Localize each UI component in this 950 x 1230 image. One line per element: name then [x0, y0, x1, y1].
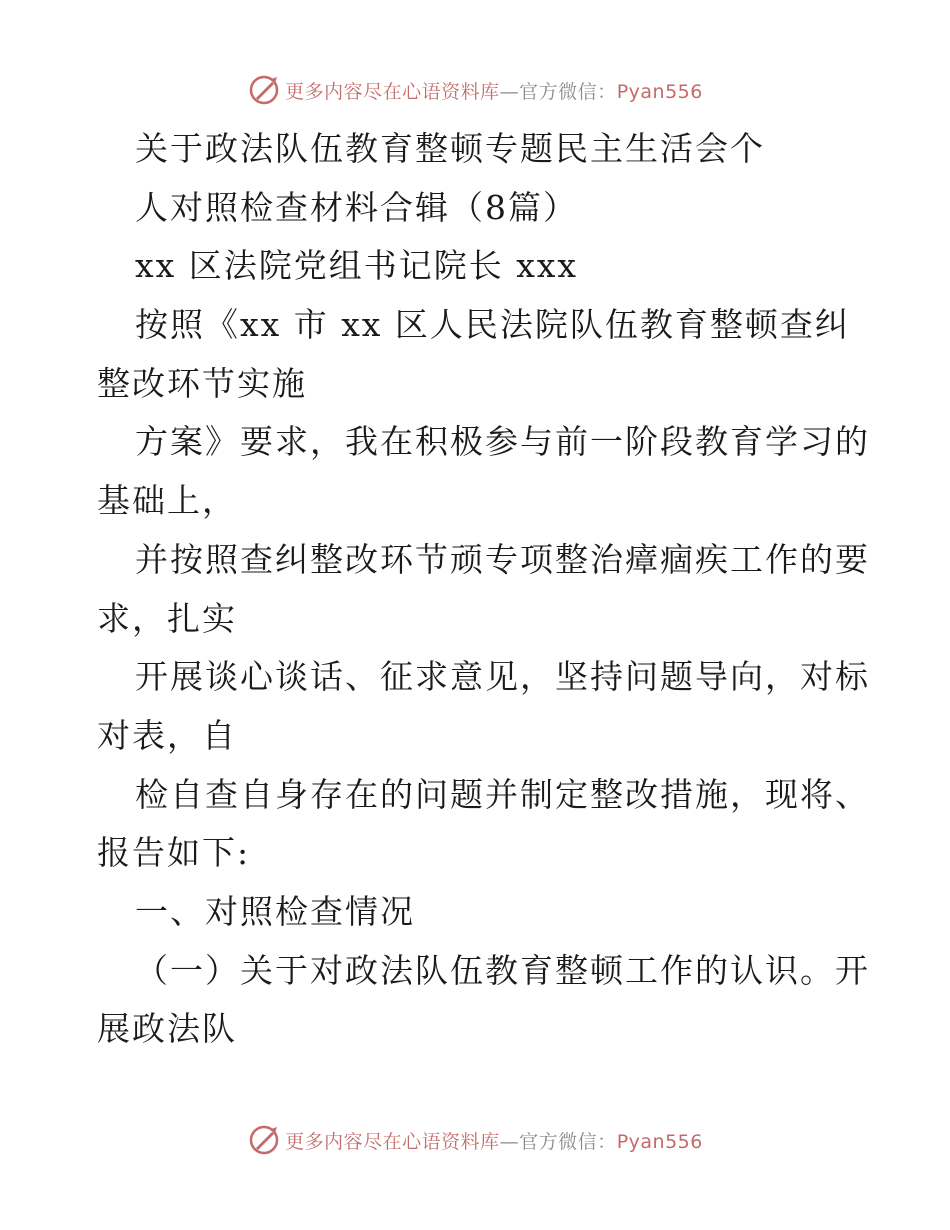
banner-wechat-id: Pyan556 — [616, 1130, 703, 1153]
title-line-2: 人对照检查材料合辑（8篇） — [135, 187, 578, 227]
banner-main-text: 更多内容尽在心语资料库 — [285, 80, 500, 103]
paragraph-line: 展政法队 — [97, 1009, 237, 1049]
subsection-heading: （一）关于对政法队伍教育整顿工作的认识。开 — [135, 950, 870, 990]
banner-text — [285, 1127, 703, 1154]
paragraph-line: 整改环节实施 — [97, 363, 307, 403]
document-body — [97, 120, 870, 1059]
paragraph-line: 对表，自 — [97, 715, 237, 755]
paragraph-line: 按照《xx 市 xx 区人民法院队伍教育整顿查纠 — [135, 305, 850, 345]
banner-official-label: 官方微信： — [519, 80, 617, 103]
paragraph-line: 求，扎实 — [97, 598, 237, 638]
banner-text — [285, 77, 703, 104]
banner-wechat-id: Pyan556 — [616, 80, 703, 103]
paragraph-line: 并按照查纠整改环节顽专项整治瘴痼疾工作的要 — [135, 539, 870, 579]
banner-dash: — — [499, 1130, 520, 1153]
section-heading: 一、对照检查情况 — [135, 891, 415, 931]
paragraph-line: 基础上， — [97, 481, 237, 521]
banner-dash: — — [499, 80, 520, 103]
banner-main-text: 更多内容尽在心语资料库 — [285, 1130, 500, 1153]
quill-pen-icon — [247, 1123, 281, 1157]
paragraph-line: 报告如下: — [97, 833, 251, 873]
paragraph-line: 方案》要求，我在积极参与前一阶段教育学习的 — [135, 422, 870, 462]
footer-banner — [0, 1120, 950, 1160]
paragraph-line: 检自查自身存在的问题并制定整改措施，现将、 — [135, 774, 870, 814]
title-line-1: 关于政法队伍教育整顿专题民主生活会个 — [135, 129, 765, 168]
banner-official-label: 官方微信： — [519, 1130, 617, 1153]
quill-pen-icon — [247, 73, 281, 107]
header-banner — [0, 70, 950, 110]
paragraph-line: 开展谈心谈话、征求意见，坚持问题导向，对标 — [135, 657, 870, 697]
author-line: xx 区法院党组书记院长 xxx — [135, 246, 579, 286]
